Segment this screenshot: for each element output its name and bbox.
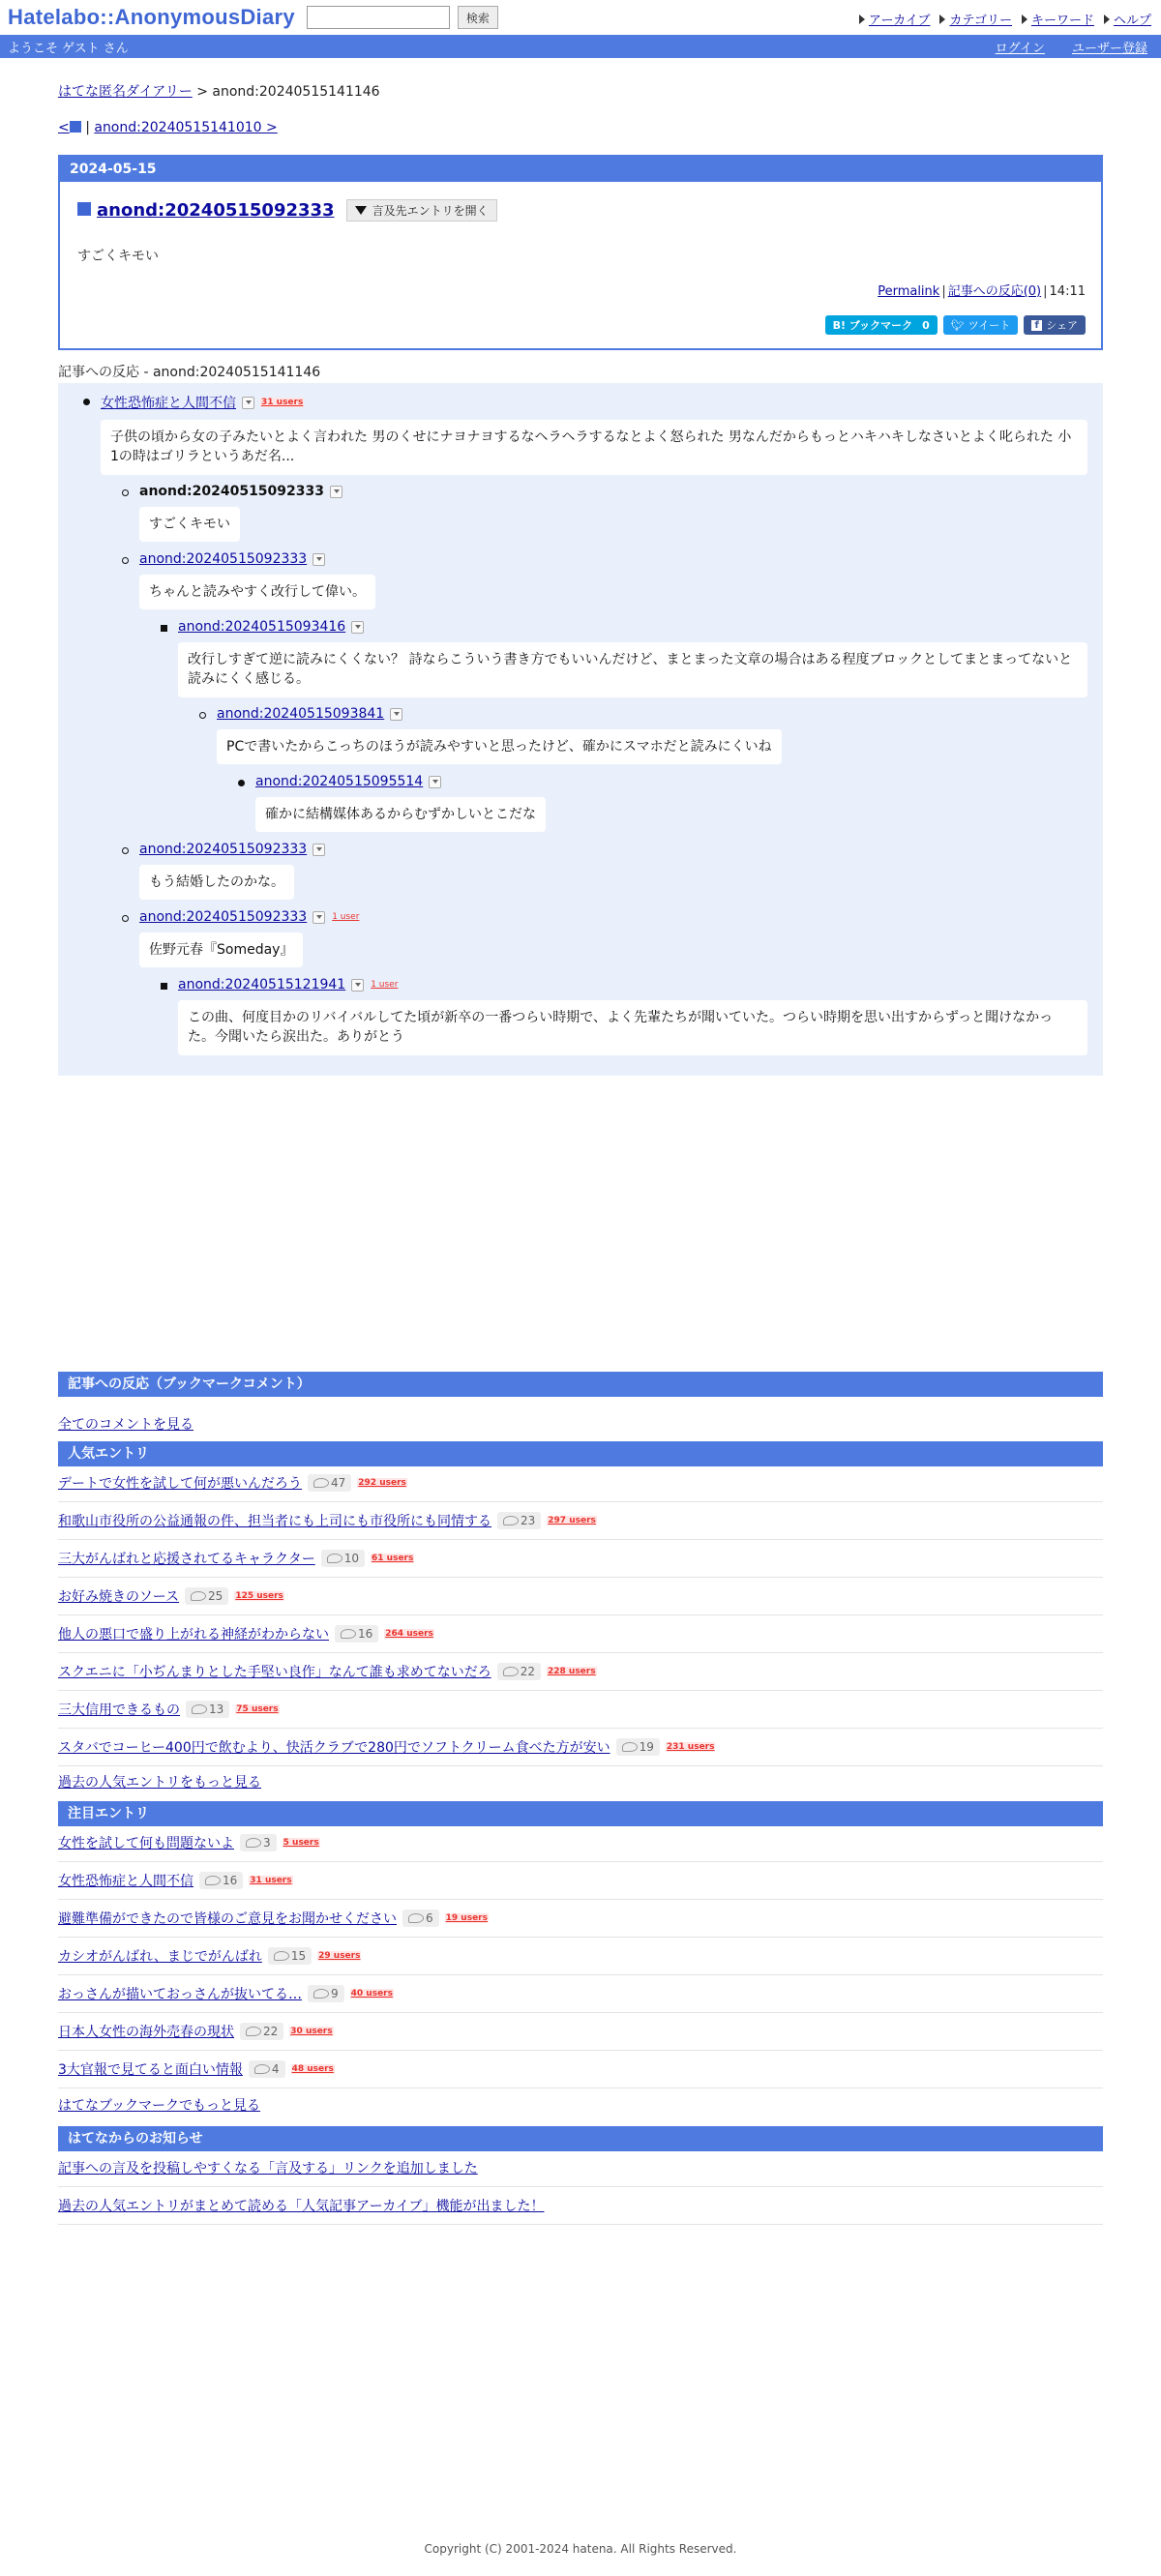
thread-item <box>178 619 364 635</box>
list-item <box>58 1975 1103 2013</box>
comment-icon <box>503 1667 519 1676</box>
dropdown-icon[interactable] <box>330 486 342 498</box>
list-item <box>58 1938 1103 1975</box>
day-date: 2024-05-15 <box>60 157 1101 182</box>
users-count[interactable]: 264 users <box>385 1629 433 1639</box>
users-count[interactable]: 292 users <box>358 1478 406 1488</box>
nav-archive-label: アーカイブ <box>868 14 931 28</box>
comment-icon <box>622 1742 638 1752</box>
list-item <box>58 1862 1103 1900</box>
users-count[interactable]: 48 users <box>291 2064 334 2074</box>
entry-link[interactable]: 他人の悪口で盛り上がれる神経がわからない <box>58 1627 329 1643</box>
dropdown-icon[interactable] <box>390 708 402 721</box>
thread-item-title[interactable]: anond:20240515095514 <box>255 774 424 789</box>
notice-item <box>58 2149 1103 2187</box>
list-bullet <box>161 625 167 632</box>
comment-count[interactable] <box>308 1474 351 1492</box>
reactions-thread <box>58 383 1103 1076</box>
entry-square-icon <box>77 202 91 216</box>
hatena-bookmark-button[interactable] <box>825 315 938 335</box>
notice-link[interactable]: 記事への言及を投稿しやすくなる「言及する」リンクを追加しました <box>58 2161 478 2176</box>
nav-keyword[interactable] <box>1022 10 1094 28</box>
tweet-label: ツイート <box>968 319 1011 332</box>
thread-item-body: もう結婚したのかな。 <box>139 865 294 900</box>
thread-item <box>255 774 441 789</box>
notice-header: はてなからのお知らせ <box>58 2126 1103 2151</box>
dropdown-icon[interactable] <box>313 844 325 856</box>
comment-icon <box>503 1516 519 1525</box>
users-count[interactable]: 30 users <box>290 2027 333 2036</box>
entry-body: すごくキモい <box>77 249 159 264</box>
site-header <box>0 0 1161 35</box>
entry-link[interactable]: 女性恐怖症と人間不信 <box>58 1874 194 1889</box>
thread-item-body: この曲、何度目かのリバイバルしてた頃が新卒の一番つらい時期で、よく先輩たちが聞いていた。つらい時期を思い出すからずっと聞けなかった。今聞いたら涙出た。ありがとう <box>178 1000 1087 1055</box>
thread-item-body: すごくキモい <box>139 507 240 542</box>
comment-count[interactable] <box>497 1512 541 1529</box>
list-item <box>58 1824 1103 1862</box>
users-count[interactable]: 231 users <box>666 1742 715 1752</box>
comment-count[interactable] <box>185 1587 228 1605</box>
comment-count-value: 13 <box>209 1703 224 1716</box>
entry-link[interactable]: スタバでコーヒー400円で飲むより、快活クラブで280円でソフトクリーム食べた方が安い <box>58 1740 610 1756</box>
comment-count-value: 16 <box>358 1627 373 1641</box>
thread-item-title: anond:20240515092333 <box>139 484 324 499</box>
thread-item <box>139 909 360 925</box>
thread-item-title[interactable]: 女性恐怖症と人間不信 <box>101 396 236 411</box>
thread-item <box>217 706 402 722</box>
users-count[interactable]: 19 users <box>445 1913 488 1923</box>
thread-item-body: ちゃんと読みやすく改行して偉い。 <box>139 575 375 609</box>
comment-icon <box>313 1478 329 1488</box>
dropdown-icon[interactable] <box>351 621 364 634</box>
featured-more-link[interactable]: はてなブックマークでもっと見る <box>58 2098 261 2114</box>
breadcrumb-separator: > <box>196 84 208 100</box>
comment-count-value: 25 <box>208 1589 223 1603</box>
nav-help[interactable] <box>1104 10 1151 28</box>
prev-entry-link[interactable] <box>58 120 81 135</box>
thread-item-body: PCで書いたからこっちのほうが読みやすいと思ったけど、確かにスマホだと読みにくいね <box>217 729 782 764</box>
users-count[interactable]: 1 user <box>371 980 399 990</box>
entry-link[interactable]: デートで女性を試して何が悪いんだろう <box>58 1476 302 1492</box>
list-item <box>58 1465 1103 1502</box>
thread-item <box>139 484 342 499</box>
comment-count-value: 6 <box>426 1911 433 1925</box>
comment-count[interactable] <box>497 1663 541 1680</box>
next-entry-link[interactable]: anond:20240515141010 > <box>94 120 278 135</box>
featured-entries-header: 注目エントリ <box>58 1801 1103 1826</box>
search-button[interactable]: 検索 <box>458 6 498 29</box>
pager <box>58 120 278 135</box>
users-count[interactable]: 5 users <box>283 1838 319 1848</box>
list-bullet <box>122 489 129 496</box>
nav-help-label: ヘルプ <box>1113 14 1151 28</box>
breadcrumb-home[interactable]: はてな匿名ダイアリー <box>58 84 193 100</box>
dropdown-icon[interactable] <box>313 911 325 924</box>
tweet-button[interactable] <box>943 315 1018 335</box>
thread-root <box>101 393 304 412</box>
dropdown-icon[interactable] <box>313 553 325 566</box>
welcome-text: ようこそ ゲスト さん <box>8 41 129 56</box>
comment-count-value: 19 <box>639 1740 654 1754</box>
list-bullet <box>122 915 129 922</box>
thread-item-title[interactable]: anond:20240515121941 <box>178 977 346 992</box>
entry-link[interactable]: 3大官報で見てると面白い情報 <box>58 2062 243 2078</box>
list-item <box>58 1691 1103 1729</box>
nav-category[interactable] <box>939 10 1011 28</box>
comment-count[interactable] <box>335 1625 378 1643</box>
comment-icon <box>254 2064 270 2074</box>
comment-count[interactable] <box>249 2060 285 2078</box>
notice-link[interactable]: 過去の人気エントリがまとめて読める「人気記事アーカイブ」機能が出ました！ <box>58 2199 545 2214</box>
comment-count[interactable] <box>616 1738 660 1756</box>
popular-more-link[interactable]: 過去の人気エントリをもっと見る <box>58 1775 261 1791</box>
users-count[interactable]: 297 users <box>548 1516 596 1525</box>
comment-count-value: 9 <box>331 1987 339 2000</box>
open-refs-label: 言及先エントリを開く <box>372 204 489 218</box>
entry-link[interactable]: 避難準備ができたので皆様のご意見をお聞かせください <box>58 1911 397 1927</box>
reactions-header: 記事への反応 - anond:20240515141146 <box>58 362 1103 384</box>
hatebu-count: 0 <box>922 318 930 332</box>
site-logo[interactable]: Hatelabo::AnonymousDiary <box>8 5 295 29</box>
thread-item <box>178 977 399 992</box>
comment-icon <box>341 1629 356 1639</box>
comment-count-value: 23 <box>521 1514 536 1527</box>
list-item <box>58 1729 1103 1766</box>
list-item <box>58 1540 1103 1578</box>
comment-icon <box>246 1838 261 1848</box>
users-count[interactable]: 29 users <box>318 1951 361 1961</box>
global-nav <box>859 10 1151 28</box>
arrow-right-icon <box>1104 15 1110 24</box>
facebook-share-button[interactable] <box>1024 315 1086 335</box>
reactions-link[interactable]: 記事への反応(0) <box>947 284 1042 299</box>
comment-count[interactable] <box>199 1872 243 1889</box>
entry-link[interactable]: お好み焼きのソース <box>58 1589 180 1605</box>
thread-item-title[interactable]: anond:20240515092333 <box>139 909 308 925</box>
nav-keyword-label: キーワード <box>1030 14 1094 28</box>
twitter-icon: 🐦︎ <box>950 318 965 332</box>
arrow-right-icon <box>1022 15 1027 24</box>
entry-link[interactable]: 三大信用できるもの <box>58 1703 180 1718</box>
copyright: Copyright (C) 2001-2024 hatena. All Rights Reserved. <box>424 2542 737 2556</box>
entry-square-icon <box>70 121 81 133</box>
comment-icon <box>191 1591 206 1601</box>
arrow-right-icon <box>939 15 945 24</box>
thread-item-body: 子供の頃から女の子みたいとよく言われた 男のくせにナヨナヨするなヘラヘラするなとよく怒られた 男なんだからもっとハキハキしなさいとよく叱られた 小1の時はゴリラというあだ名... <box>101 420 1087 475</box>
entry-link[interactable]: 日本人女性の海外売春の現状 <box>58 2025 234 2040</box>
signup-link[interactable]: ユーザー登録 <box>1071 41 1147 56</box>
users-count[interactable]: 75 users <box>236 1704 279 1714</box>
thread-item-title[interactable]: anond:20240515093416 <box>178 619 346 635</box>
entry-title-text[interactable]: anond:20240515092333 <box>97 200 335 221</box>
popular-entries-header: 人気エントリ <box>58 1441 1103 1466</box>
breadcrumb <box>58 81 380 101</box>
day-section <box>58 155 1103 350</box>
comment-icon <box>274 1951 289 1961</box>
comment-count[interactable] <box>240 1834 277 1851</box>
dropdown-icon[interactable] <box>242 397 254 409</box>
permalink[interactable]: Permalink <box>878 284 940 299</box>
list-item <box>58 1653 1103 1691</box>
users-count[interactable]: 61 users <box>372 1554 414 1563</box>
thread-item-body: 確かに結構媒体あるからむずかしいとこだな <box>255 797 546 832</box>
users-count[interactable]: 125 users <box>235 1591 283 1601</box>
list-item <box>58 2051 1103 2088</box>
users-count[interactable]: 40 users <box>350 1989 393 1999</box>
entry-link[interactable]: スクエニに「小ぢんまりとした手堅い良作」なんて誰も求めてないだろ <box>58 1665 491 1680</box>
triangle-down-icon <box>355 206 367 215</box>
thread-item <box>139 551 325 567</box>
list-item <box>58 1578 1103 1615</box>
entry-time: 14:11 <box>1049 284 1086 299</box>
dropdown-icon[interactable] <box>429 776 441 788</box>
prev-label: < <box>58 120 70 135</box>
list-bullet <box>238 780 245 786</box>
list-bullet <box>161 983 167 990</box>
comment-count-value: 15 <box>290 1949 307 1963</box>
comment-count[interactable] <box>321 1550 365 1567</box>
list-bullet <box>122 847 129 854</box>
comment-icon <box>327 1554 342 1563</box>
login-link[interactable]: ログイン <box>995 41 1045 56</box>
comment-icon <box>246 2027 261 2036</box>
comment-count[interactable] <box>186 1701 229 1718</box>
arrow-right-icon <box>859 15 865 24</box>
list-item <box>58 1900 1103 1938</box>
comment-icon <box>408 1913 424 1923</box>
list-item <box>58 1502 1103 1540</box>
users-count[interactable]: 31 users <box>250 1876 292 1885</box>
comment-count-value: 4 <box>271 2062 280 2076</box>
entry-link[interactable]: カシオがんばれ、まじでがんばれ <box>58 1949 262 1965</box>
notice-item <box>58 2187 1103 2225</box>
entry-title-row <box>77 199 497 222</box>
comment-icon <box>205 1876 221 1885</box>
comment-icon <box>313 1989 329 1999</box>
open-referenced-entry-button[interactable] <box>346 199 497 222</box>
comment-count-value: 16 <box>223 1874 238 1887</box>
entry-title[interactable] <box>77 200 335 221</box>
comment-count[interactable] <box>402 1910 439 1927</box>
users-count[interactable]: 228 users <box>548 1667 596 1676</box>
facebook-share-label: シェア <box>1046 319 1078 332</box>
user-bar <box>0 35 1161 58</box>
bookmark-comments-header: 記事への反応（ブックマークコメント） <box>58 1372 1103 1397</box>
nav-category-label: カテゴリー <box>949 14 1012 28</box>
entry-link[interactable]: おっさんが描いておっさんが抜いてる… <box>58 1987 302 2002</box>
comment-count[interactable] <box>268 1947 312 1965</box>
list-bullet <box>199 712 206 719</box>
list-bullet <box>83 399 90 405</box>
search-input[interactable] <box>307 6 450 29</box>
comment-count[interactable] <box>240 2023 283 2040</box>
entry-link[interactable]: 和歌山市役所の公益通報の件、担当者にも上司にも市役所にも同情する <box>58 1514 491 1529</box>
list-bullet <box>122 557 129 564</box>
thread-item-title[interactable]: anond:20240515092333 <box>139 842 308 857</box>
entry-meta: Permalink | 記事への反応(0) | 14:11 <box>878 284 1086 299</box>
entry-link[interactable]: 女性を試して何も問題ないよ <box>58 1836 234 1851</box>
dropdown-icon[interactable] <box>351 979 364 992</box>
pager-separator: | <box>85 120 90 135</box>
nav-archive[interactable] <box>859 10 931 28</box>
breadcrumb-current: anond:20240515141146 <box>212 84 380 100</box>
comment-icon <box>192 1704 207 1714</box>
thread-item-title[interactable]: anond:20240515092333 <box>139 551 308 567</box>
comment-count-value: 3 <box>263 1836 271 1850</box>
comment-count-value: 47 <box>331 1476 346 1490</box>
comment-count-value: 22 <box>263 2025 279 2038</box>
thread-item-body: 佐野元春『Someday』 <box>139 933 303 967</box>
list-item <box>58 2013 1103 2051</box>
thread-item-body: 改行しすぎて逆に読みにくくない？ 詩ならこういう書き方でもいいんだけど、まとまった文章の場合はある程度ブロックとしてまとまってないと読みにくく感じる。 <box>178 642 1087 697</box>
users-count[interactable]: 1 user <box>332 912 360 922</box>
thread-item <box>139 842 325 857</box>
comment-count[interactable] <box>308 1985 344 2002</box>
entry-link[interactable]: 三大がんばれと応援されてるキャラクター <box>58 1552 315 1567</box>
comment-count-value: 10 <box>343 1552 360 1565</box>
facebook-icon: f <box>1031 320 1042 331</box>
share-buttons <box>825 315 1086 335</box>
users-count[interactable]: 31 users <box>261 398 304 407</box>
list-item <box>58 1615 1103 1653</box>
thread-item-title[interactable]: anond:20240515093841 <box>217 706 385 722</box>
comment-count-value: 22 <box>520 1665 535 1678</box>
hatebu-label: B! ブックマーク <box>832 319 913 332</box>
all-comments-link[interactable]: 全てのコメントを見る <box>58 1417 194 1433</box>
